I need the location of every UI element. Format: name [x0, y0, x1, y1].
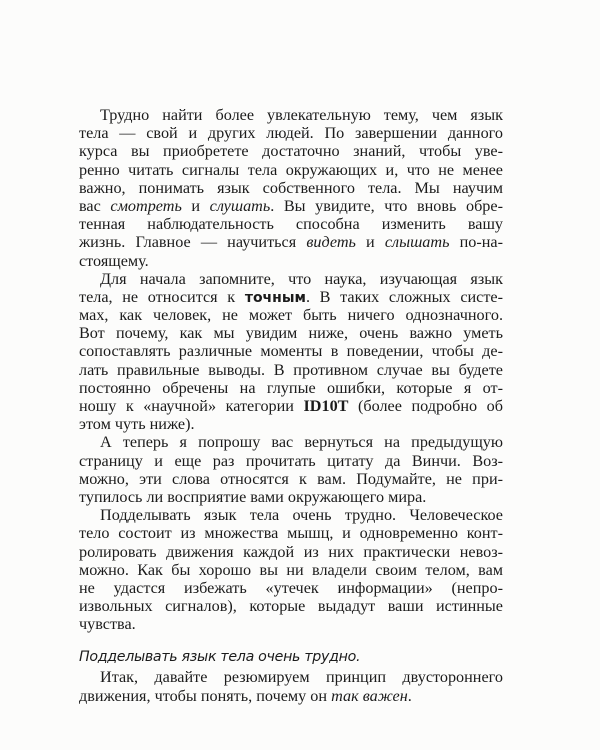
paragraph: [79, 433, 503, 506]
text-line: [79, 233, 503, 251]
text-segment: Вот почему, как мы увидим ниже, очень важно уметь: [79, 324, 503, 343]
text-segment: А теперь я попрошу вас вернуться на предыдущую: [100, 433, 503, 452]
text-segment: .: [407, 687, 412, 705]
text-line: [79, 488, 503, 506]
text-segment: ношу к «научной» категории: [79, 397, 304, 415]
text-line: [79, 597, 503, 615]
section-callout-heading: Подделывать язык тела очень трудно.: [79, 649, 361, 665]
text-line: [79, 452, 503, 470]
text-segment: курса вы приобретете достаточно знаний, чтобы уве-: [79, 142, 503, 161]
text-line: [79, 543, 503, 561]
text-segment: постоянно обречены на глупые ошибки, которые я от-: [79, 378, 503, 397]
text-segment: тело состоит из множества мышц, и одновременно конт-: [79, 524, 503, 543]
text-segment: не удастся избежать «утечек информации» (непро-: [79, 578, 503, 597]
text-segment: можно. Как бы хорошо вы ни владели своим телом, вам: [79, 560, 503, 579]
text-line: [79, 179, 503, 197]
text-segment: вас: [79, 196, 111, 215]
text-segment: движения, чтобы понять, почему он: [79, 687, 332, 705]
text-segment: по-на-: [449, 233, 503, 252]
text-segment: ренно читать сигналы тела окружающих и, что не менее: [79, 160, 503, 179]
bold-emphasis: ID10T: [303, 397, 349, 415]
paragraph: [79, 506, 503, 633]
text-segment: и: [181, 196, 210, 215]
text-segment: Итак, давайте резюмируем принцип двустороннего: [100, 668, 503, 686]
text-segment: важно, понимать язык собственного тела. Мы научим: [79, 178, 503, 197]
text-line: [79, 324, 503, 342]
text-line: [79, 506, 503, 524]
text-line: [79, 306, 503, 324]
text-segment: сопоставлять различные моменты в поведении, чтобы де-: [79, 342, 503, 361]
text-segment: . В таких сложных систе-: [305, 287, 503, 306]
text-segment: лать правильные выводы. В противном случае вы будете: [79, 360, 503, 379]
text-segment: . Вы увидите, что вновь обре-: [270, 196, 503, 215]
italic-emphasis: смотреть: [110, 196, 182, 215]
text-line: [79, 379, 503, 397]
text-line: [79, 433, 503, 451]
text-line: [79, 142, 503, 160]
text-line: [79, 470, 503, 488]
text-segment: жизнь. Главное — научиться: [79, 233, 307, 252]
text-line: [79, 668, 503, 687]
text-segment: тенная наблюдательность способна изменить вашу: [79, 215, 503, 234]
text-segment: и: [355, 233, 385, 252]
italic-emphasis: слушать: [209, 196, 271, 215]
text-segment: извольных сигналов), которые выдадут ваши истинные: [79, 597, 503, 616]
text-segment: тела, не относится к: [79, 287, 245, 306]
text-segment: тупилось ли восприятие вами окружающего мира.: [79, 487, 427, 506]
text-segment: этом чуть ниже).: [79, 415, 195, 434]
text-line: [79, 215, 503, 233]
text-line: [79, 579, 503, 597]
text-line: [79, 415, 503, 433]
italic-emphasis: так важен: [331, 687, 408, 705]
text-line: [79, 342, 503, 360]
text-line: [79, 687, 503, 706]
text-line: [79, 361, 503, 379]
text-line: [79, 397, 503, 415]
text-line: [79, 106, 503, 124]
paragraph: [79, 106, 503, 270]
text-line: [79, 124, 503, 142]
text-line: [79, 561, 503, 579]
text-segment: ролировать движения каждой из них практически невоз-: [79, 542, 503, 561]
text-segment: тела — свой и других людей. По завершении данного: [79, 124, 503, 143]
text-segment: (более подробно об: [348, 397, 503, 415]
paragraph: [79, 270, 503, 434]
text-segment: Трудно найти более увлекательную тему, чем язык: [100, 106, 503, 124]
text-segment: Подделывать язык тела очень трудно. Человеческое: [100, 506, 503, 525]
text-segment: стоящему.: [79, 251, 149, 270]
text-line: [79, 615, 503, 633]
italic-emphasis: слышать: [384, 233, 450, 252]
body-text: [79, 106, 503, 633]
text-segment: чувства.: [79, 615, 136, 634]
italic-emphasis: видеть: [306, 233, 356, 252]
text-line: [79, 524, 503, 542]
paragraph: [79, 668, 503, 706]
text-segment: Для начала запомните, что наука, изучающая язык: [100, 269, 503, 288]
text-line: [79, 270, 503, 288]
bold-emphasis: точным: [244, 289, 306, 306]
text-line: [79, 252, 503, 270]
text-line: [79, 161, 503, 179]
text-segment: можно, эти слова относятся к вам. Подумайте, не при-: [79, 469, 503, 488]
summary-text: [79, 668, 503, 706]
text-segment: страницу и еще раз прочитать цитату да Винчи. Воз-: [79, 451, 503, 470]
text-segment: мах, как человек, не может быть ничего однозначного.: [79, 306, 503, 325]
text-line: [79, 197, 503, 215]
text-line: [79, 288, 503, 306]
